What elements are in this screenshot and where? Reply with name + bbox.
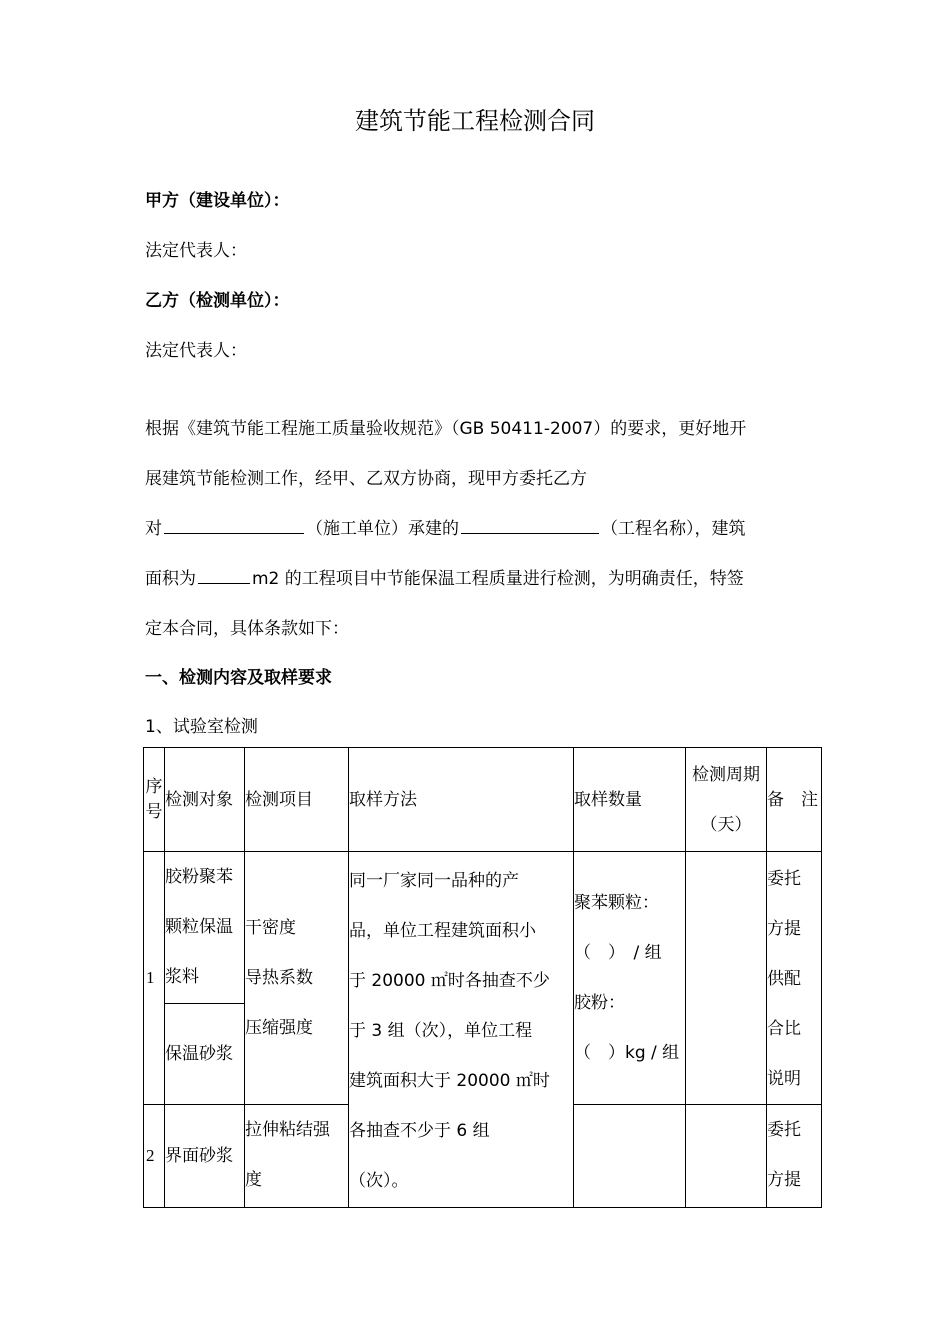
document-title: 建筑节能工程检测合同 (355, 107, 595, 135)
method-line: 同一厂家同一品种的产 (349, 871, 519, 891)
row-1-object-b: 保温砂浆 (165, 1004, 245, 1105)
row-1-quantity (574, 852, 686, 1105)
remark-line: 方提 (767, 1170, 801, 1190)
party-a-label: 甲方（建设单位）： (145, 191, 290, 211)
row-1-remark (767, 852, 822, 1105)
table-header-row (144, 748, 822, 852)
quantity-line: （ ） / 组 (574, 943, 662, 963)
header-object: 检测对象 (165, 748, 245, 852)
object-line: 浆料 (165, 967, 199, 987)
method-line: 于 20000 ㎡时各抽查不少 (349, 971, 550, 991)
intro-line-3-mid: （施工单位）承建的 (306, 519, 459, 539)
header-seq-line: 序 (145, 776, 163, 797)
intro-line-3-suffix: （工程名称），建筑 (601, 519, 746, 539)
object-line: 颗粒保温 (165, 917, 233, 937)
party-b-label: 乙方（检测单位）： (145, 291, 290, 311)
remark-line: 委托 (767, 1120, 801, 1140)
row-1-items (245, 852, 349, 1105)
remark-line: 合比 (767, 1019, 801, 1039)
quantity-line: 胶粉： (574, 993, 625, 1013)
item-line: 度 (245, 1170, 262, 1190)
remark-line: 委托 (767, 869, 801, 889)
method-line: 于 3 组（次），单位工程 (349, 1021, 533, 1041)
item-line: 拉伸粘结强 (245, 1120, 330, 1140)
header-method: 取样方法 (349, 748, 574, 852)
row-2-items (245, 1105, 349, 1208)
header-seq-line: 号 (145, 801, 163, 822)
row-2-quantity (574, 1105, 686, 1208)
row-1-period (686, 852, 767, 1105)
method-line: 各抽查不少于 6 组 (349, 1121, 490, 1141)
intro-line-2: 展建筑节能检测工作，经甲、乙双方协商，现甲方委托乙方 (145, 469, 587, 489)
header-remark: 备 注 (767, 748, 822, 852)
party-a-representative: 法定代表人： (145, 241, 247, 261)
intro-line-1: 根据《建筑节能工程施工质量验收规范》（GB 50411-2007）的要求，更好地开 (145, 419, 747, 439)
row-1-seq: 1 (144, 852, 165, 1105)
header-period (686, 748, 767, 852)
project-name-blank[interactable] (461, 532, 599, 534)
party-b-representative: 法定代表人： (145, 341, 247, 361)
quantity-line: 聚苯颗粒： (574, 893, 659, 913)
header-seq (144, 748, 165, 852)
intro-line-3-prefix: 对 (145, 519, 162, 539)
item-line: 导热系数 (245, 968, 313, 988)
method-line: （次）。 (349, 1171, 409, 1191)
item-line: 压缩强度 (245, 1018, 313, 1038)
section-1-heading: 一、检测内容及取样要求 (145, 668, 332, 688)
section-1-subheading: 1、试验室检测 (145, 717, 258, 737)
remark-line: 方提 (767, 919, 801, 939)
header-period-line: 检测周期 (692, 764, 760, 785)
method-line: 品，单位工程建筑面积小 (349, 921, 536, 941)
area-blank[interactable] (198, 582, 250, 584)
header-quantity: 取样数量 (574, 748, 686, 852)
row-2-period (686, 1105, 767, 1208)
remark-line: 供配 (767, 969, 801, 989)
object-line: 胶粉聚苯 (165, 867, 233, 887)
intro-line-4-suffix: m2 的工程项目中节能保温工程质量进行检测，为明确责任，特签 (252, 569, 744, 589)
row-2-object: 界面砂浆 (165, 1105, 245, 1208)
row-2-remark (767, 1105, 822, 1208)
header-period-line: （天） (700, 814, 752, 835)
method-line: 建筑面积大于 20000 ㎡时 (349, 1071, 550, 1091)
row-2-seq: 2 (144, 1105, 165, 1208)
intro-line-4-prefix: 面积为 (145, 569, 196, 589)
row-1-object-a (165, 852, 245, 1004)
header-item: 检测项目 (245, 748, 349, 852)
intro-line-3 (145, 514, 746, 539)
contractor-blank[interactable] (164, 532, 304, 534)
item-line: 干密度 (245, 918, 296, 938)
quantity-line: （ ）kg / 组 (574, 1043, 680, 1063)
remark-line: 说明 (767, 1069, 801, 1089)
lab-test-table (143, 747, 822, 1208)
row-1-method (349, 852, 574, 1208)
table-row (144, 852, 822, 1004)
intro-line-5: 定本合同，具体条款如下： (145, 619, 349, 639)
intro-line-4 (145, 564, 744, 589)
